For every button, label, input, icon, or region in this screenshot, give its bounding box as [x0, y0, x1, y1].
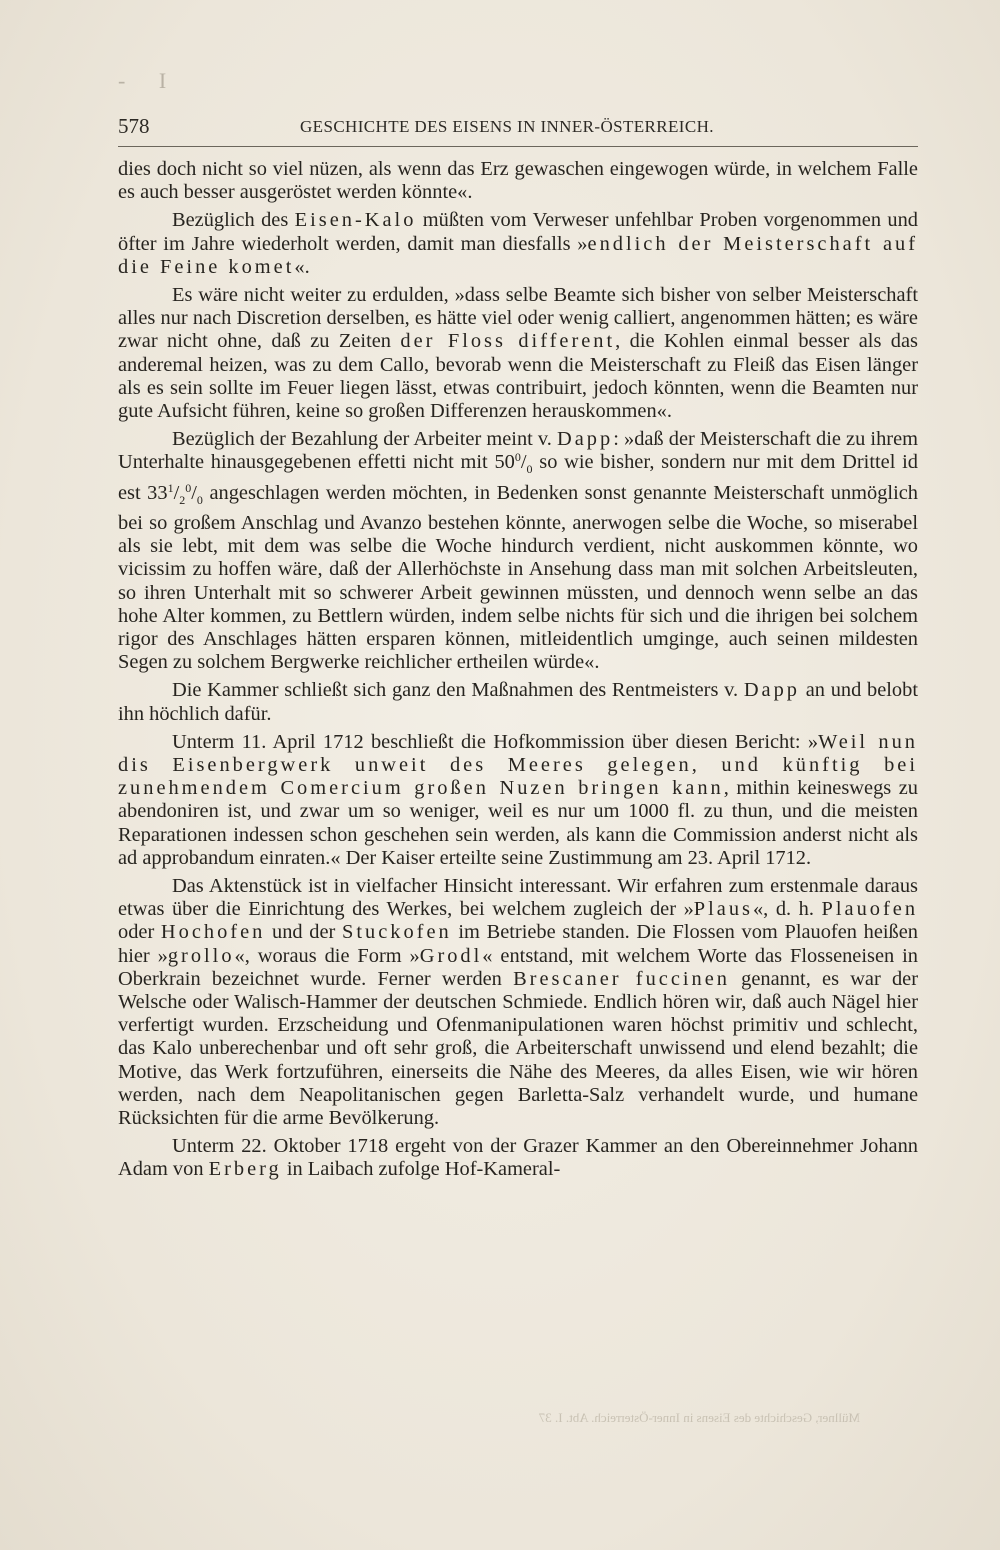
text-run: Unterm 22. Oktober 1718 ergeht von der Grazer Kammer an den Obereinnehmer Johann Adam von — [118, 1135, 918, 1181]
text-run: «, d. h. — [752, 898, 822, 921]
subscript: 0 — [196, 492, 203, 507]
subscript: 0 — [526, 462, 533, 477]
spaced-emphasis: Erberg — [208, 1158, 282, 1181]
text-run: in Laibach zufolge Hof-Kameral- — [281, 1158, 561, 1181]
spaced-emphasis: Brescaner fuccinen — [513, 967, 730, 990]
text-run: müßten vom Verweser unfehlbar Proben vorgenommen und öfter im Jahre wiederholt werden, damit man diesfalls » — [118, 209, 918, 255]
spaced-emphasis: Eisen-Kalo — [294, 209, 417, 232]
paragraph — [118, 1135, 918, 1181]
spaced-emphasis: Dapp — [743, 679, 800, 702]
bleed-through-text: Müllner, Geschichte des Eisens in Inner-Österreich. Abt. I. 37 — [538, 1410, 860, 1425]
running-head: GESCHICHTE DES EISENS IN INNER-ÖSTERREICH. — [300, 117, 714, 136]
paragraph — [118, 875, 918, 1130]
subscript: 2 — [179, 492, 186, 507]
text-run: Bezüglich der Bezahlung der Arbeiter meint v. — [172, 428, 558, 451]
spaced-emphasis: der Floss different — [400, 330, 616, 353]
spaced-emphasis: Dapp — [557, 428, 614, 451]
text-run: : »daß der Meisterschaft die zu ihrem Unterhalte hinausgegebenen effetti nicht mit 50 — [118, 428, 918, 474]
spaced-emphasis: Weil nun dis Eisenbergwerk unweit des Meeres gelegen, und künftig bei zunehmendem Comercium großen Nuzen bringen kann — [118, 730, 918, 800]
header-rule — [118, 146, 918, 147]
text-run: an und belobt ihn höchlich dafür. — [118, 679, 918, 725]
superscript: 0 — [514, 450, 521, 465]
page-header — [118, 114, 918, 144]
paragraph — [118, 731, 918, 870]
spaced-emphasis: Stuckofen — [342, 921, 452, 944]
text-run: angeschlagen werden möchten, in Bedenken sonst genannte Meisterschaft unmöglich bei so großem Anschlag und Avanzo bestehen könnte, anerwogen selbe die Woche, so miserabel als sie lebt, mit dem was selbe die Woche hindurch verdient, nicht auskommen könnte, wo vicissim zu hoffen wäre, daß der Allerhöchste in Ansehung dass man mit solchen Arbeitsleuten, so ihren Unterhalt mit so schwerer Arbeit gewinnen müssten, und dennoch wenn selbe an das hohe Alter kommen, zu Bettlern würden, indem selbe nichts für sich und die ihrigen bei solchem rigor des Anschlages hätten ersparen können, mitleidentlich umginge, auch seinen mildesten Segen zu solchem Bergwerke reichlicher ertheilen würde«. — [118, 481, 918, 674]
paragraph — [118, 428, 918, 674]
spaced-emphasis: Hochofen — [160, 921, 266, 944]
text-run: Es wäre nicht weiter zu erdulden, »dass selbe Beamte sich bisher von selber Meisterschaft alles nur nach Discretion derselben, es hätte viel oder wenig calliert, angenommen hätten; es wäre zwar nicht ohne, daß zu Zeiten — [118, 284, 918, 353]
text-run: , mithin keineswegs zu abendoniren ist, und zwar um so weniger, weil es nur um 1000 fl. zu thun, und die meisten Reparationen indessen schon geschehen sein werden, als kann die Commission anderst nicht als ad approbandum einraten.« Der Kaiser erteilte seine Zustimmung am 23. April 1712. — [118, 777, 918, 869]
spaced-emphasis: endlich der Meisterschaft auf die Feine komet — [118, 232, 919, 278]
text-run: dies doch nicht so viel nüzen, als wenn das Erz gewaschen eingewogen würde, in welchem Falle es auch besser ausgeröstet werden könnte«. — [118, 158, 918, 204]
spaced-emphasis: grollo — [167, 944, 235, 967]
body-text — [118, 158, 918, 1187]
text-run: und der — [265, 921, 343, 944]
paragraph — [118, 679, 918, 725]
superscript: 1 — [167, 480, 174, 495]
text-run: Unterm 11. April 1712 beschließt die Hofkommission über diesen Bericht: » — [172, 730, 819, 753]
spaced-emphasis: Plaus — [693, 898, 753, 921]
margin-mark: - I — [118, 68, 181, 93]
text-run: oder — [118, 921, 161, 944]
text-run: «. — [294, 255, 310, 278]
paragraph — [118, 209, 918, 279]
text-run: « entstand, mit welchem Worte das Flosseneisen in Oberkrain bezeichnet wurde. Ferner werden — [118, 944, 918, 990]
superscript: 0 — [185, 480, 192, 495]
text-run: so wie bisher, sondern nur mit dem Drittel id est 33 — [118, 451, 918, 504]
spaced-emphasis: Grodl — [419, 944, 483, 967]
page-number: 578 — [118, 114, 150, 138]
text-run: Das Aktenstück ist in vielfacher Hinsicht interessant. Wir erfahren zum erstenmale daraus etwas über die Einrichtung des Werkes, bei welchem zugleich der » — [118, 875, 918, 921]
paragraph — [118, 284, 918, 423]
text-run: Bezüglich des — [172, 209, 295, 232]
text-run: , die Kohlen einmal besser als das anderemal heizen, was zu dem Callo, bevorab wenn die Meisterschaft zu Fleiß das Eisen länger als es sein sollte im Feuer liegen lässt, etwas contribuirt, jedoch könnten, wenn die Beamten nur gute Aufsicht führen, keine so großen Differenzen herauskommen«. — [118, 330, 918, 423]
paragraph — [118, 158, 918, 204]
text-run: «, woraus die Form » — [234, 944, 420, 967]
text-run: im Betriebe standen. Die Flossen vom Plauofen heißen hier » — [118, 921, 918, 967]
spaced-emphasis: Plauofen — [821, 898, 919, 921]
text-run: / — [520, 451, 527, 474]
text-run: / — [173, 481, 180, 504]
text-run: / — [191, 481, 197, 504]
text-run: genannt, es war der Welsche oder Walisch-Hammer der deutschen Schmiede. Endlich hören wir, daß auch Nägel hier verfertigt wurden. Erzscheidung und Ofenmanipulationen waren höchst primitiv und schlecht, das Kalo unberechenbar und oft sehr groß, die Arbeiterschaft unwissend und elend bezahlt; die Motive, das Werk fortzuführen, einerseits die Nähe des Meeres, da alles Eisen, wie wir hören werden, nach dem Neapolitanischen gegen Barletta-Salz verhandelt wurde, und humane Rücksichten für die arme Bevölkerung. — [118, 967, 918, 1130]
text-run: Die Kammer schließt sich ganz den Maßnahmen des Rentmeisters v. — [172, 679, 744, 702]
